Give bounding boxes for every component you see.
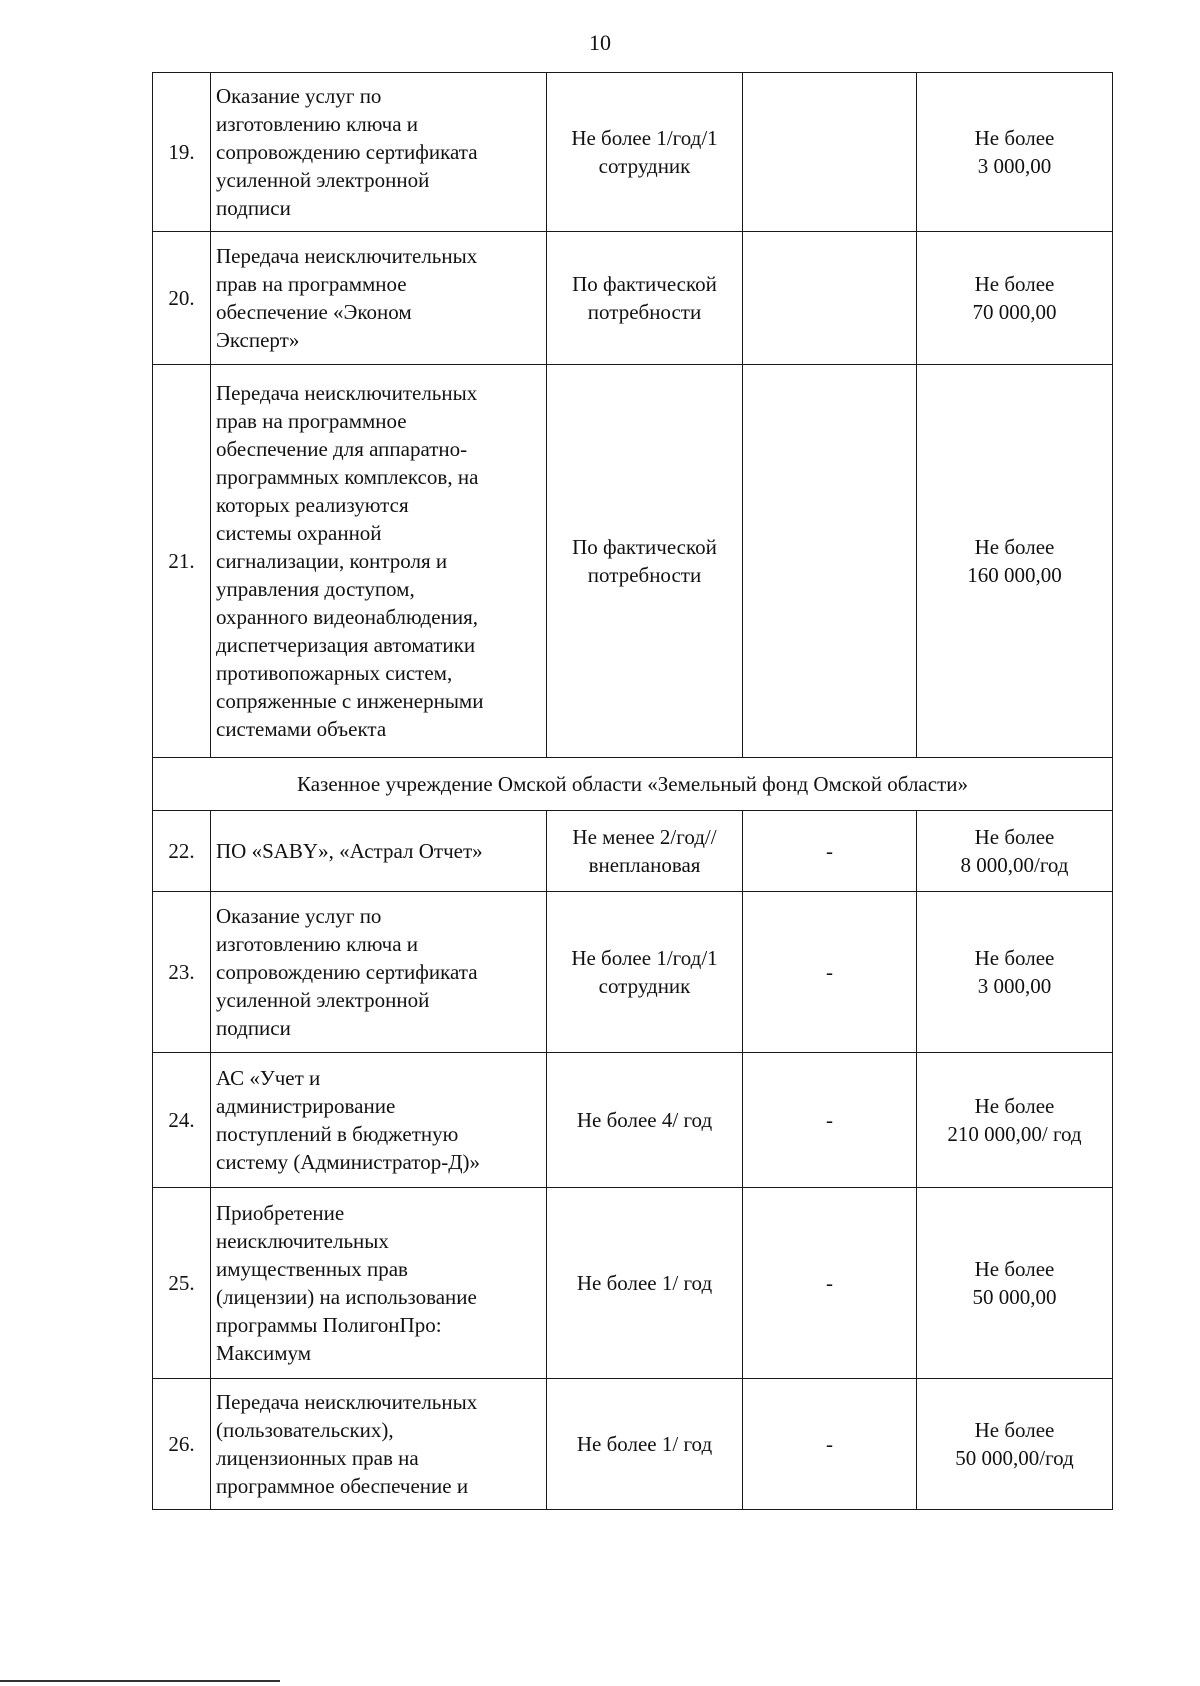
item-extra <box>743 232 917 365</box>
item-frequency: По фактической потребности <box>547 232 743 365</box>
table-row <box>153 1379 1113 1510</box>
item-price: Не более 70 000,00 <box>917 232 1113 365</box>
item-price: Не более 3 000,00 <box>917 73 1113 232</box>
norms-table <box>152 72 1113 1510</box>
row-number: 19. <box>153 73 211 232</box>
item-price: Не более 8 000,00/год <box>917 811 1113 892</box>
item-extra <box>743 73 917 232</box>
item-name: Оказание услуг по изготовлению ключа и сопровождению сертификата усиленной электронной подписи <box>211 892 547 1053</box>
table-row <box>153 892 1113 1053</box>
item-price: Не более 160 000,00 <box>917 365 1113 758</box>
item-price: Не более 50 000,00/год <box>917 1379 1113 1510</box>
item-name: Оказание услуг по изготовлению ключа и сопровождению сертификата усиленной электронной подписи <box>211 73 547 232</box>
item-name: ПО «SABY», «Астрал Отчет» <box>211 811 547 892</box>
item-extra <box>743 365 917 758</box>
item-name: АС «Учет и администрирование поступлений в бюджетную систему (Администратор-Д)» <box>211 1053 547 1188</box>
table-row <box>153 1053 1113 1188</box>
item-name: Передача неисключительных прав на программное обеспечение «Эконом Эксперт» <box>211 232 547 365</box>
row-number: 20. <box>153 232 211 365</box>
item-name: Приобретение неисключительных имущественных прав (лицензии) на использование программы ПолигонПро: Максимум <box>211 1188 547 1379</box>
item-frequency: Не более 4/ год <box>547 1053 743 1188</box>
item-price: Не более 210 000,00/ год <box>917 1053 1113 1188</box>
section-row <box>153 758 1113 811</box>
table-row <box>153 1188 1113 1379</box>
item-extra: - <box>743 1053 917 1188</box>
item-frequency: Не более 1/год/1 сотрудник <box>547 892 743 1053</box>
item-price: Не более 3 000,00 <box>917 892 1113 1053</box>
item-extra: - <box>743 1379 917 1510</box>
section-title: Казенное учреждение Омской области «Земельный фонд Омской области» <box>153 758 1113 811</box>
item-frequency: Не более 1/год/1 сотрудник <box>547 73 743 232</box>
row-number: 21. <box>153 365 211 758</box>
row-number: 25. <box>153 1188 211 1379</box>
item-frequency: Не более 1/ год <box>547 1379 743 1510</box>
page-number: 10 <box>589 30 611 55</box>
table-row <box>153 73 1113 232</box>
row-number: 26. <box>153 1379 211 1510</box>
item-price: Не более 50 000,00 <box>917 1188 1113 1379</box>
item-frequency: Не менее 2/год// внеплановая <box>547 811 743 892</box>
item-extra: - <box>743 892 917 1053</box>
row-number: 22. <box>153 811 211 892</box>
item-frequency: По фактической потребности <box>547 365 743 758</box>
item-extra: - <box>743 811 917 892</box>
item-name: Передача неисключительных прав на программное обеспечение для аппаратно- программных комплексов, на которых реализуются системы охранной сигнализации, контроля и управления доступом, охранного видеонаблюдения, диспетчеризация автоматики противопожарных систем, сопряженные с инженерными системами объекта <box>211 365 547 758</box>
row-number: 23. <box>153 892 211 1053</box>
item-extra: - <box>743 1188 917 1379</box>
item-name: Передача неисключительных (пользовательских), лицензионных прав на программное обеспечение и <box>211 1379 547 1510</box>
table-row <box>153 232 1113 365</box>
item-frequency: Не более 1/ год <box>547 1188 743 1379</box>
table-row <box>153 365 1113 758</box>
table-row <box>153 811 1113 892</box>
footer-rule <box>0 1680 280 1682</box>
row-number: 24. <box>153 1053 211 1188</box>
